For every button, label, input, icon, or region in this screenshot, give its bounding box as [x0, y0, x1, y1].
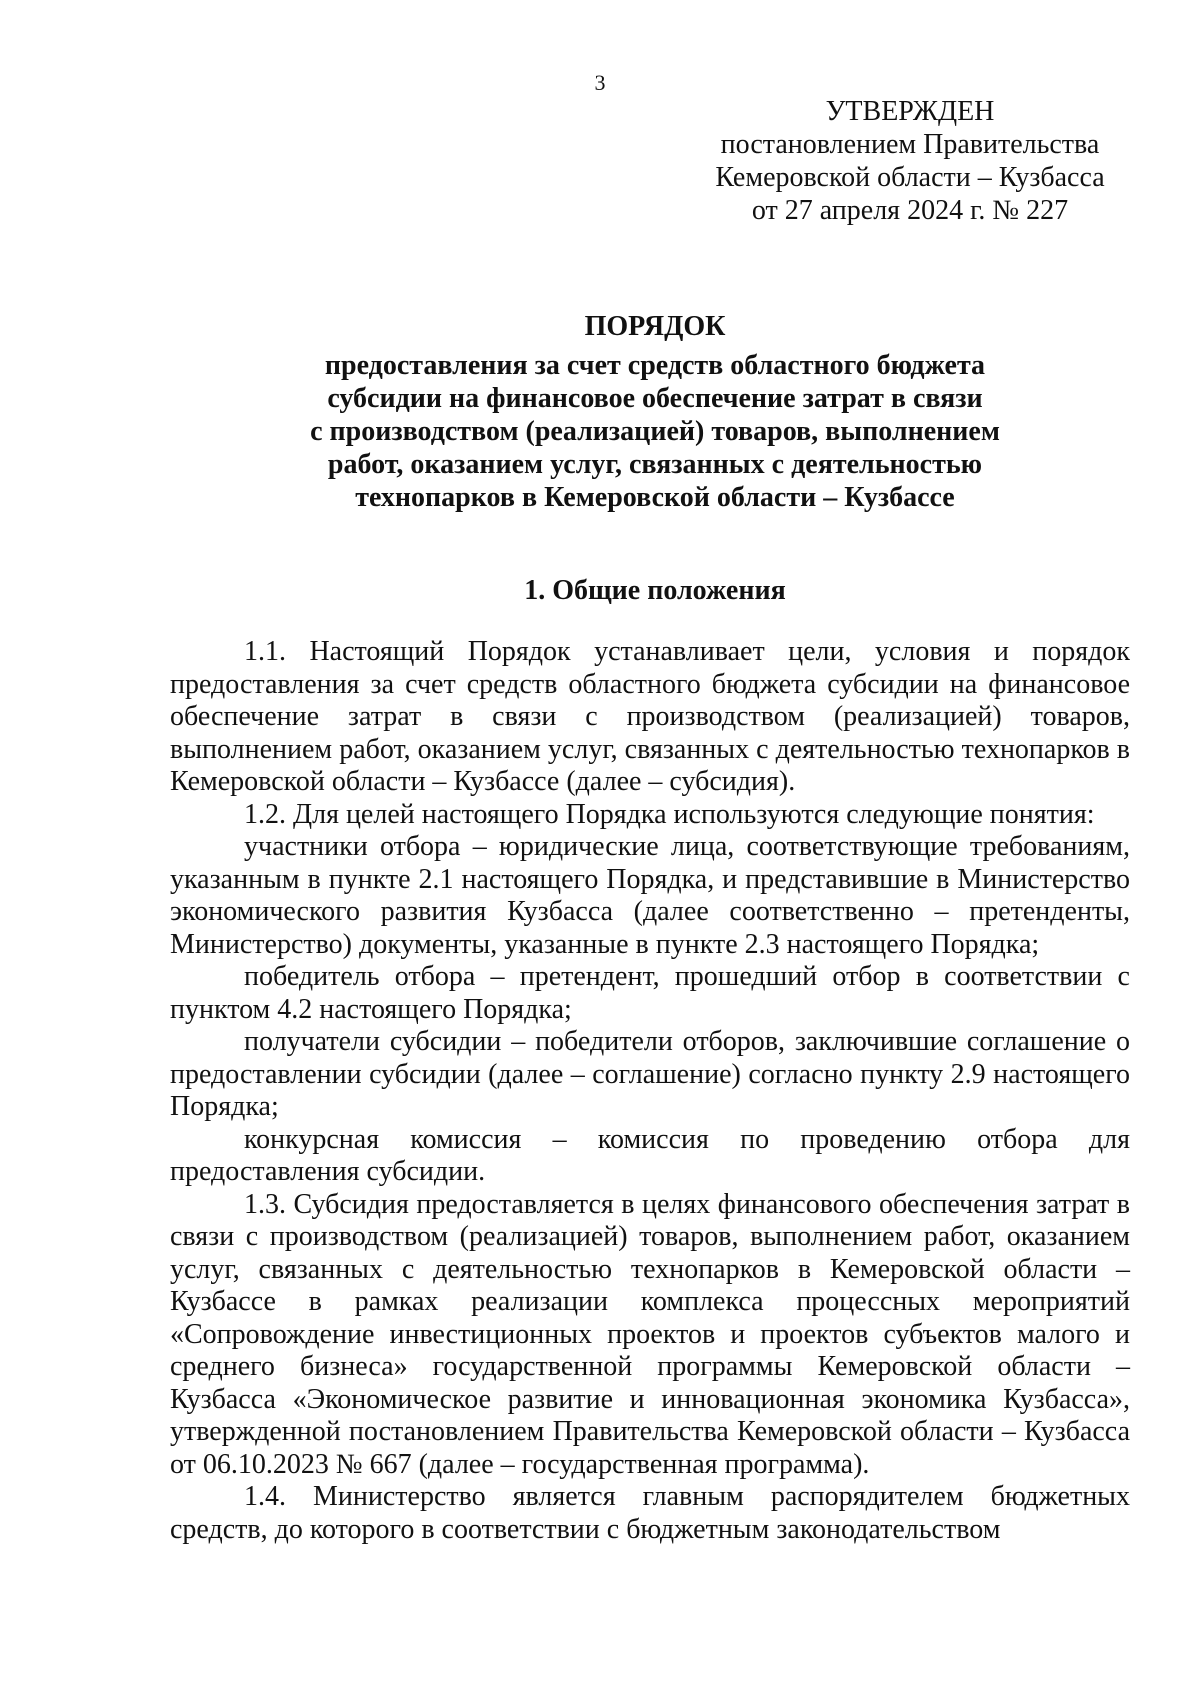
paragraph: 1.2. Для целей настоящего Порядка используются следующие понятия: [244, 798, 1095, 830]
title-subtitle-line: технопарков в Кемеровской области – Кузбассе [355, 482, 955, 513]
paragraph: конкурсная комиссия – комиссия по проведению отбора для предоставления субсидии. [170, 1123, 1130, 1187]
title-subtitle-line: с производством (реализацией) товаров, выполнением [310, 416, 1000, 447]
approval-line: УТВЕРЖДЕН [825, 96, 995, 127]
approval-line: постановлением Правительства [720, 129, 1100, 160]
paragraph: получатели субсидии – победители отборов, заключившие соглашение о предоставлении субсидии (далее – соглашение) согласно пункту 2.9 настоящего Порядка; [170, 1026, 1130, 1122]
paragraph: 1.3. Субсидия предоставляется в целях финансового обеспечения затрат в связи с производством (реализацией) товаров, выполнением работ, оказанием услуг, связанных с деятельностью технопарков в Кемеровской области – Кузбассе в рамках реализации комплекса процессных мероприятий «Сопровождение инвестиционных проектов и проектов субъектов малого и среднего бизнеса» государственной программы Кемеровской области – Кузбасса «Экономическое развитие и инновационная экономика Кузбасса», утвержденной постановлением Правительства Кемеровской области – Кузбасса от 06.10.2023 № 667 (далее – государственная программа). [170, 1188, 1130, 1480]
title-subtitle-line: работ, оказанием услуг, связанных с деятельностью [327, 449, 983, 480]
approval-stamp [690, 95, 1130, 227]
paragraph: участники отбора – юридические лица, соответствующие требованиям, указанным в пункте 2.1 настоящего Порядка, и представившие в Министерство экономического развития Кузбасса (далее соответственно – претенденты, Министерство) документы, указанные в пункте 2.3 настоящего Порядка; [170, 831, 1130, 960]
document-title [170, 310, 1140, 514]
paragraph: 1.4. Министерство является главным распорядителем бюджетных средств, до которого в соответствии с бюджетным законодательством [170, 1481, 1130, 1545]
approval-line: от 27 апреля 2024 г. № 227 [751, 195, 1069, 226]
paragraph: победитель отбора – претендент, прошедший отбор в соответствии с пунктом 4.2 настоящего Порядка; [170, 961, 1130, 1025]
page-number: 3 [594, 70, 606, 95]
section-body [170, 636, 1130, 1546]
title-main: ПОРЯДОК [584, 311, 726, 342]
title-subtitle-line: предоставления за счет средств областного бюджета [324, 350, 986, 381]
title-subtitle-line: субсидии на финансовое обеспечение затрат в связи [327, 383, 983, 414]
section-heading: 1. Общие положения [524, 575, 786, 606]
paragraph: 1.1. Настоящий Порядок устанавливает цели, условия и порядок предоставления за счет средств областного бюджета субсидии на финансовое обеспечение затрат в связи с производством (реализацией) товаров, выполнением работ, оказанием услуг, связанных с деятельностью технопарков в Кемеровской области – Кузбассе (далее – субсидия). [170, 636, 1130, 797]
approval-line: Кемеровской области – Кузбасса [715, 162, 1105, 193]
